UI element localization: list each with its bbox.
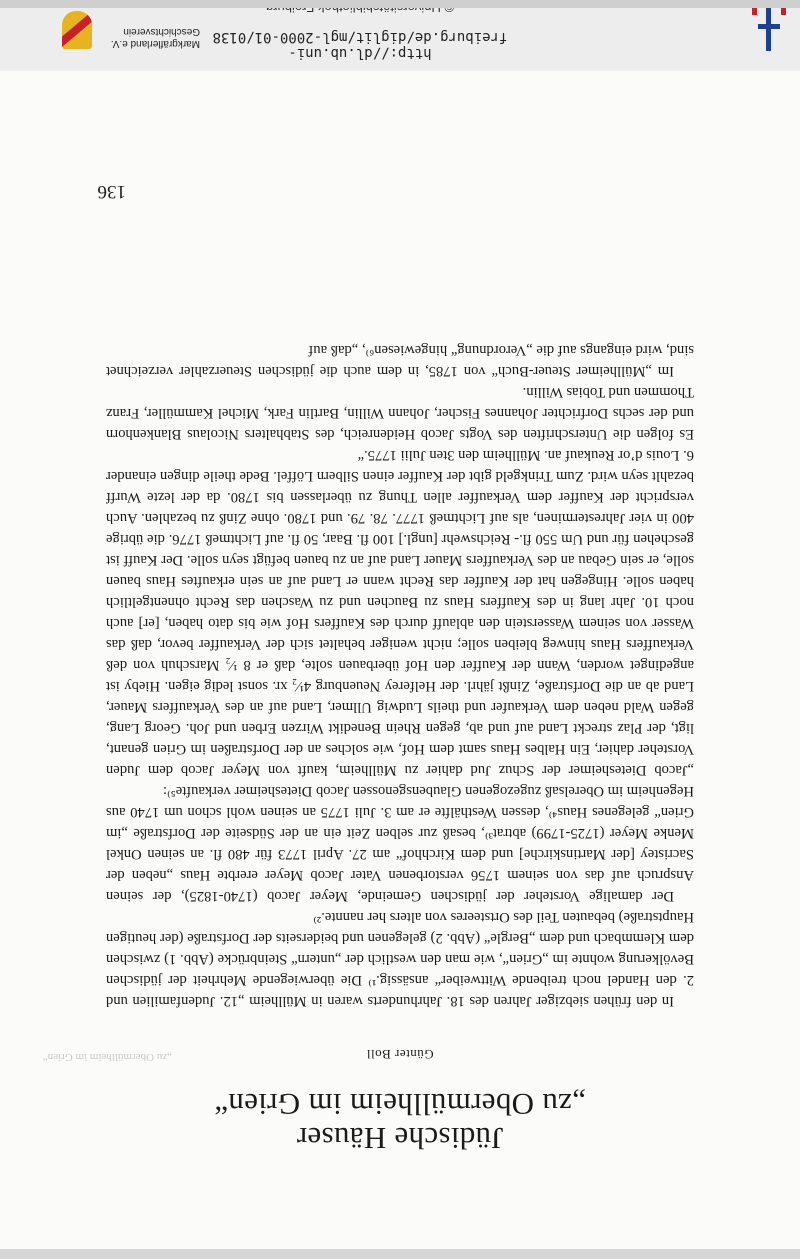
crest-icon [62,11,92,49]
society-line-2: Geschichtsverein [123,26,200,37]
article-body [106,339,694,1011]
society-line-1: Markgräflerland e.V. [110,38,200,49]
paragraph: Der damalige Vorsteher der jüdischen Gemeinde, Meyer Jacob (1740-1825), der seinen Anspruch auf das von seinem 1756 verstorbenen Vater Jacob Meyer ererbte Haus „neben der Sacristey [der Martinskirche] und dem Kirchhof“ am 27. April 1773 für 480 fl. an seinen Onkel Menke Meyer (1725-1799) abtrat³⁾, besaß zur selben Zeit ein an der Südseite der Dorfstraße „im Grien“ gelegenes Haus⁴⁾, dessen Westhälfte er am 3. Juli 1775 an seinen wohl schon um 1740 aus Hegenheim im Oberelsaß zugezogenen Glaubensgenossen Jacob Dietesheimer verkaufte⁵⁾: [106,783,694,904]
book-page [0,71,800,1259]
bottom-edge-strip [0,0,800,8]
source-url[interactable]: http://dl.ub.uni-freiburg.de/diglit/mgl-2000-01/0138 [212,29,508,61]
page-number: 136 [97,181,126,202]
quoted-contract: „Jacob Dietesheimer der Schuz Jud dahier zu Müllheim, kauft von Meyer Jacob dem Juden Vorsteher dahier, Ein Halbes Haus samt dem Hof, wie solches an der Dorfstraßen im Grien genant, ligt, der Plaz streckt Land auf und ab, gegen Rhein Benedikt Wirzen Erben und Joh. Georg Lang, gegen Wald neben dem Verkaufer und theils Ludwig Ullmer, Land auf an des Verkauffers Mauer, Land ab an die Dorfstraße, Zinßt jährl. der Helferey Neuenburg 4¹⁄₂ xr. sonst ledig eigen. Hieby ist angedinget worden, Wann der Kauffer den Hof überbauen solte, daß er 8 ¹⁄₂ Marschuh von deß Verkauffers Haus hinweg bleiben solle; nicht weniger behaltet sich der Verkauffer bevor, daß das Wasser von seinem Wasserstein den ablauff durch des Kauffers Hof wie bis dato haben, [er] auch noch 10. Jahr lang in des Kauffers Haus zu Bauchen und zu Waschen das Recht ohnentgeltlich haben solle. Hingegen hat der Kauffer das Recht wann er Land auf an sein erkauftes Haus bauen solle, er sein Gebau an des Verkauffers Mauer Land auf an zu bauen befügt seyn solle. Der Kauff ist geschehen für und Um 550 fl.- Reichswehr [ungl.] 100 fl. Baar, 50 fl. auf Lichtmeß 1776. die übrige 400 in vier Jahresterminen, als auf Lichtmeß 1777. 78. 79. und 1780. ohne Zinß zu bezahlen. Auch verspricht der Kauffer dem Verkauffer allen Thung zu überlassen bis 1780. da der lezte Wurff bezahlt seyn wird. Zum Trinkgeld gibt der Kauffer einen Silbern Löffel. Bede theile dingen einander 6. Louis d’or Reukauf an. Müllheim den 3ten Julii 1775.“ [106,447,694,778]
society-name [96,25,200,49]
page-title [0,1087,800,1155]
paragraph: Im „Müllheimer Steuer-Buch“ von 1785, in dem auch die jüdischen Steuerzahler verzeichnet sind, wird eingangs auf die „Verordnung“ hingewiesen⁶⁾, „daß auf [106,342,694,379]
ub-freiburg-logo-icon [752,1,786,51]
library-footer [0,0,800,71]
paragraph: Es folgen die Unterschriften des Vogts Jacob Heidenreich, des Stabhalters Nicolaus Blankenhorn und der sechs Dorfrichter Johannes Fischer, Johann Willin, Bartlin Fark, Michel Kammüller, Franz Thommen und Tobias Willin. [106,384,694,442]
author-name: Günter Boll [366,1047,434,1062]
paragraph: In den frühen siebziger Jahren des 18. Jahrhunderts waren in Müllheim „12. Judenfamilien und 2. den Handel noch treibende Wittweiber“ ansässig.¹⁾ Die überwiegende Mehrheit der jüdischen Bevölkerung wohnte im „Grien“, wie man den westlich der „untern“ Steinbrücke (Abb. 1) zwischen dem Klemmbach und dem „Bergle“ (Abb. 2) gelegenen und beiderseits der Dorfstraße (der heutigen Hauptstraße) bebauten Teil des Ortsteeres von alters her nannte.²⁾ [106,909,694,1009]
title-line-1: Jüdische Häuser [296,1121,504,1156]
title-line-2: „zu Obermüllheim im Grien“ [214,1087,586,1122]
bleed-through-text: „zu Obermüllheim im Grien“ [42,1051,172,1063]
